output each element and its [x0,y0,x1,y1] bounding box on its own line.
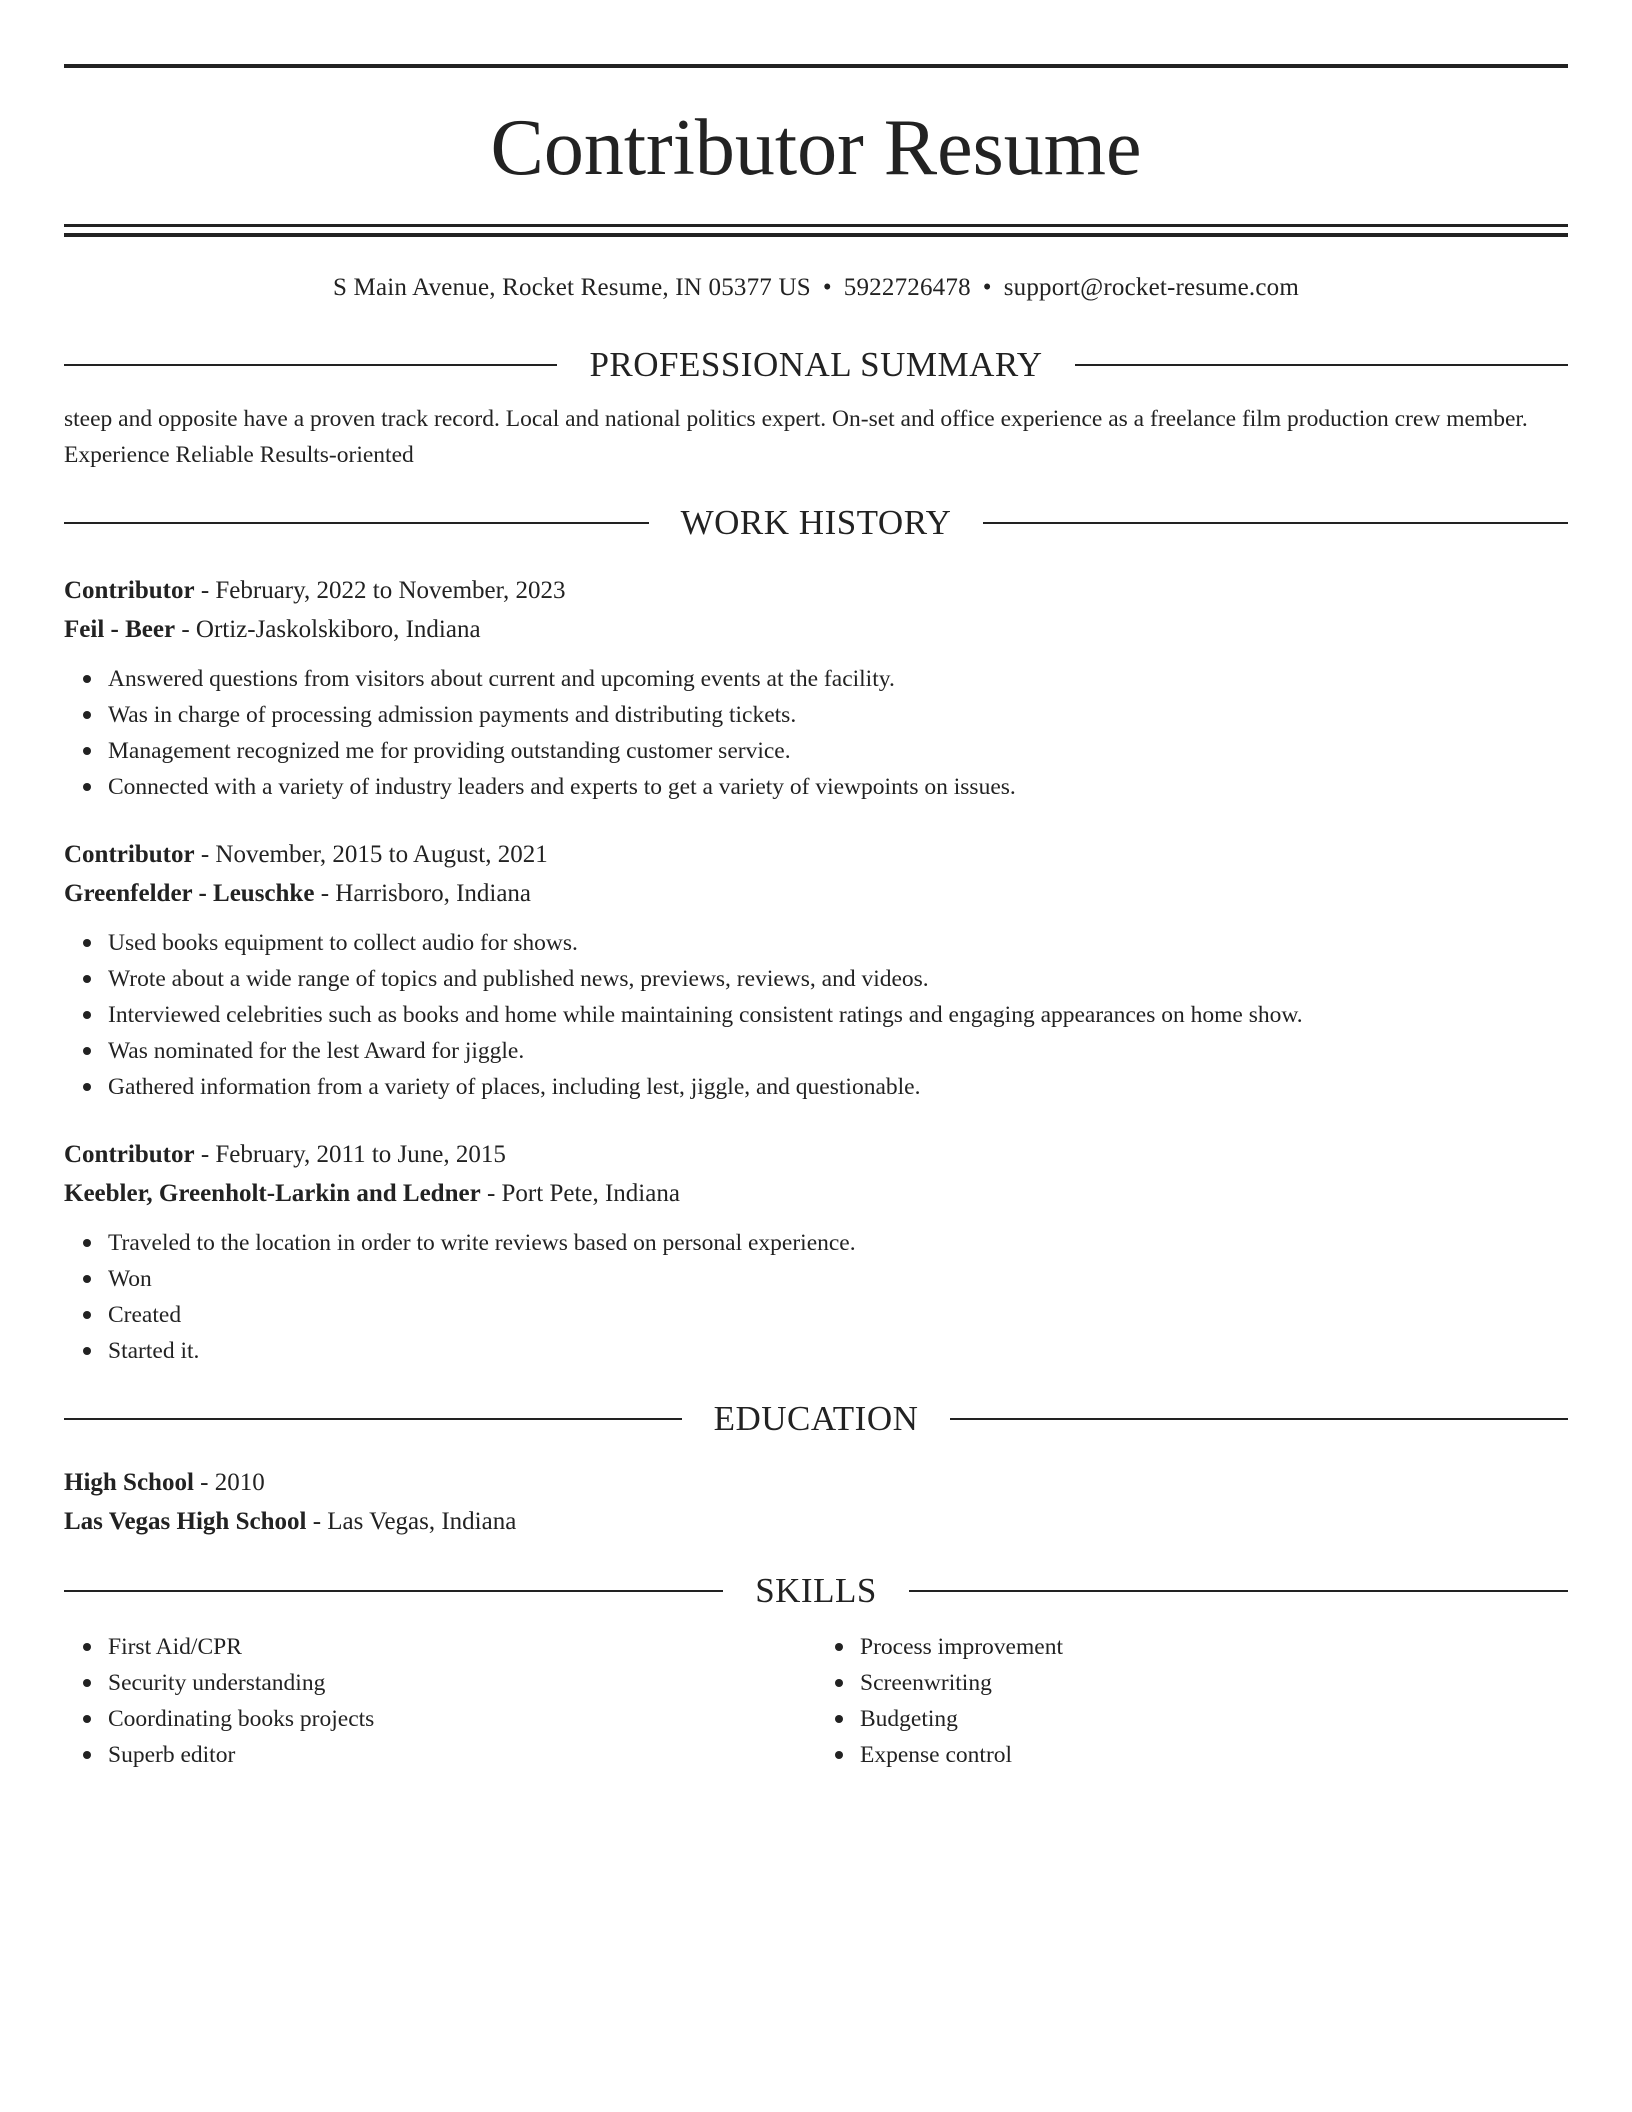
skill-item [108,1701,816,1737]
skill-item [108,1629,816,1665]
skill-text: Superb editor [108,1742,236,1768]
job-bullet [108,1333,1568,1369]
skills-heading-label: SKILLS [755,1571,877,1610]
heading-rule-right [983,522,1568,524]
summary-section-heading [64,343,1568,387]
skill-text: Expense control [860,1742,1013,1768]
education-school: Las Vegas High School [64,1508,307,1535]
skill-item [108,1665,816,1701]
bullet-dot-icon [83,975,91,983]
bullet-dot-icon [83,711,91,719]
bullet-dot-icon [835,1679,843,1687]
job-company-line [64,874,1568,913]
work-heading-label: WORK HISTORY [680,503,952,542]
job-bullet-text: Wrote about a wide range of topics and published news, previews, reviews, and videos. [108,966,929,992]
heading-rule-left [64,364,557,366]
job-bullet [108,925,1568,961]
heading-rule-right [950,1418,1568,1420]
education-heading-label: EDUCATION [713,1399,919,1438]
bullet-dot-icon [83,675,91,683]
job-entry [64,571,1568,805]
job-location: - Ortiz-Jaskolskiboro, Indiana [175,616,481,643]
skill-text: Coordinating books projects [108,1706,375,1732]
job-bullet [108,1069,1568,1105]
job-bullet [108,1261,1568,1297]
job-bullet [108,961,1568,997]
contact-separator: • [822,274,832,301]
skills-section-heading [64,1569,1568,1613]
contact-address: S Main Avenue, Rocket Resume, IN 05377 US [332,274,811,301]
bullet-dot-icon [83,1083,91,1091]
job-title-line [64,1135,1568,1174]
work-section-heading [64,501,1568,545]
job-location: - Harrisboro, Indiana [314,880,532,907]
bullet-dot-icon [83,939,91,947]
job-bullet [108,697,1568,733]
heading-rule-left [64,522,649,524]
job-bullet [108,661,1568,697]
heading-rule-left [64,1418,682,1420]
skills-list-left [64,1629,816,1773]
contact-email: support@rocket-resume.com [1003,274,1300,301]
job-role: Contributor [64,1141,195,1168]
job-company-line [64,1174,1568,1213]
bullet-dot-icon [83,1011,91,1019]
job-bullet [108,1297,1568,1333]
bullet-dot-icon [83,1275,91,1283]
job-dates: - February, 2011 to June, 2015 [194,1141,506,1168]
bullet-dot-icon [83,1715,91,1723]
job-location: - Port Pete, Indiana [480,1180,680,1207]
skills-columns [64,1629,1568,1773]
resume-page [64,64,1568,1773]
bullet-dot-icon [835,1643,843,1651]
job-entry [64,835,1568,1105]
job-title-line [64,835,1568,874]
job-dates: - November, 2015 to August, 2021 [194,841,548,868]
job-company: Feil - Beer [64,616,176,643]
job-bullet-list [64,1225,1568,1369]
bullet-dot-icon [83,1239,91,1247]
bullet-dot-icon [835,1715,843,1723]
skill-text: Process improvement [860,1634,1063,1660]
skills-list-right [816,1629,1568,1773]
skill-text: First Aid/CPR [108,1634,242,1660]
education-location: - Las Vegas, Indiana [306,1508,517,1535]
skill-item [860,1701,1568,1737]
resume-title: Contributor Resume [490,104,1142,192]
education-entry [64,1463,1568,1541]
education-degree: High School [64,1469,194,1496]
skill-item [108,1737,816,1773]
skill-item [860,1737,1568,1773]
job-role: Contributor [64,841,195,868]
job-entry [64,1135,1568,1369]
heading-rule-right [909,1590,1568,1592]
education-section-heading [64,1397,1568,1441]
skill-item [860,1665,1568,1701]
job-bullet-text: Used books equipment to collect audio for shows. [108,930,578,956]
summary-text: steep and opposite have a proven track record. Local and national politics expert. On-set and office experience as a freelance film production crew member. Experience Reliable Results-oriented [64,406,1528,468]
job-bullet-text: Management recognized me for providing outstanding customer service. [108,738,791,764]
job-bullet-text: Interviewed celebrities such as books and home while maintaining consistent ratings and engaging appearances on home show. [108,1002,1303,1028]
heading-rule-left [64,1590,723,1592]
bullet-dot-icon [83,783,91,791]
bullet-dot-icon [835,1751,843,1759]
job-bullet [108,1033,1568,1069]
contact-line [64,271,1568,305]
job-bullet-text: Was in charge of processing admission payments and distributing tickets. [108,702,797,728]
job-bullet [108,769,1568,805]
bullet-dot-icon [83,747,91,755]
bullet-dot-icon [83,1751,91,1759]
education-degree-line [64,1463,1568,1502]
job-bullet-text: Traveled to the location in order to write reviews based on personal experience. [108,1230,856,1256]
job-role: Contributor [64,577,195,604]
bullet-dot-icon [83,1047,91,1055]
job-bullet-text: Connected with a variety of industry leaders and experts to get a variety of viewpoints on issues. [108,774,1016,800]
top-rule [64,64,1568,68]
contact-separator: • [982,274,992,301]
bullet-dot-icon [83,1311,91,1319]
job-bullet-list [64,661,1568,805]
job-company-line [64,610,1568,649]
skill-text: Budgeting [860,1706,958,1732]
summary-heading-label: PROFESSIONAL SUMMARY [589,345,1043,384]
job-bullet-text: Won [108,1266,152,1292]
job-bullet-text: Answered questions from visitors about current and upcoming events at the facility. [108,666,895,692]
job-bullet [108,997,1568,1033]
job-bullet-text: Gathered information from a variety of places, including lest, jiggle, and questionable. [108,1074,921,1100]
job-bullet-list [64,925,1568,1105]
heading-rule-right [1075,364,1568,366]
job-bullet [108,1225,1568,1261]
bullet-dot-icon [83,1679,91,1687]
job-bullet-text: Was nominated for the lest Award for jiggle. [108,1038,525,1064]
title-double-rule [64,224,1568,237]
job-company: Keebler, Greenholt-Larkin and Ledner [64,1180,481,1207]
job-bullet [108,733,1568,769]
job-dates: - February, 2022 to November, 2023 [194,577,566,604]
job-bullet-text: Created [108,1302,182,1328]
job-bullet-text: Started it. [108,1338,200,1364]
skill-text: Screenwriting [860,1670,992,1696]
education-year: - 2010 [193,1469,265,1496]
skill-text: Security understanding [108,1670,326,1696]
job-title-line [64,571,1568,610]
job-company: Greenfelder - Leuschke [64,880,315,907]
contact-phone: 5922726478 [843,274,971,301]
education-school-line [64,1502,1568,1541]
bullet-dot-icon [83,1347,91,1355]
skill-item [860,1629,1568,1665]
bullet-dot-icon [83,1643,91,1651]
